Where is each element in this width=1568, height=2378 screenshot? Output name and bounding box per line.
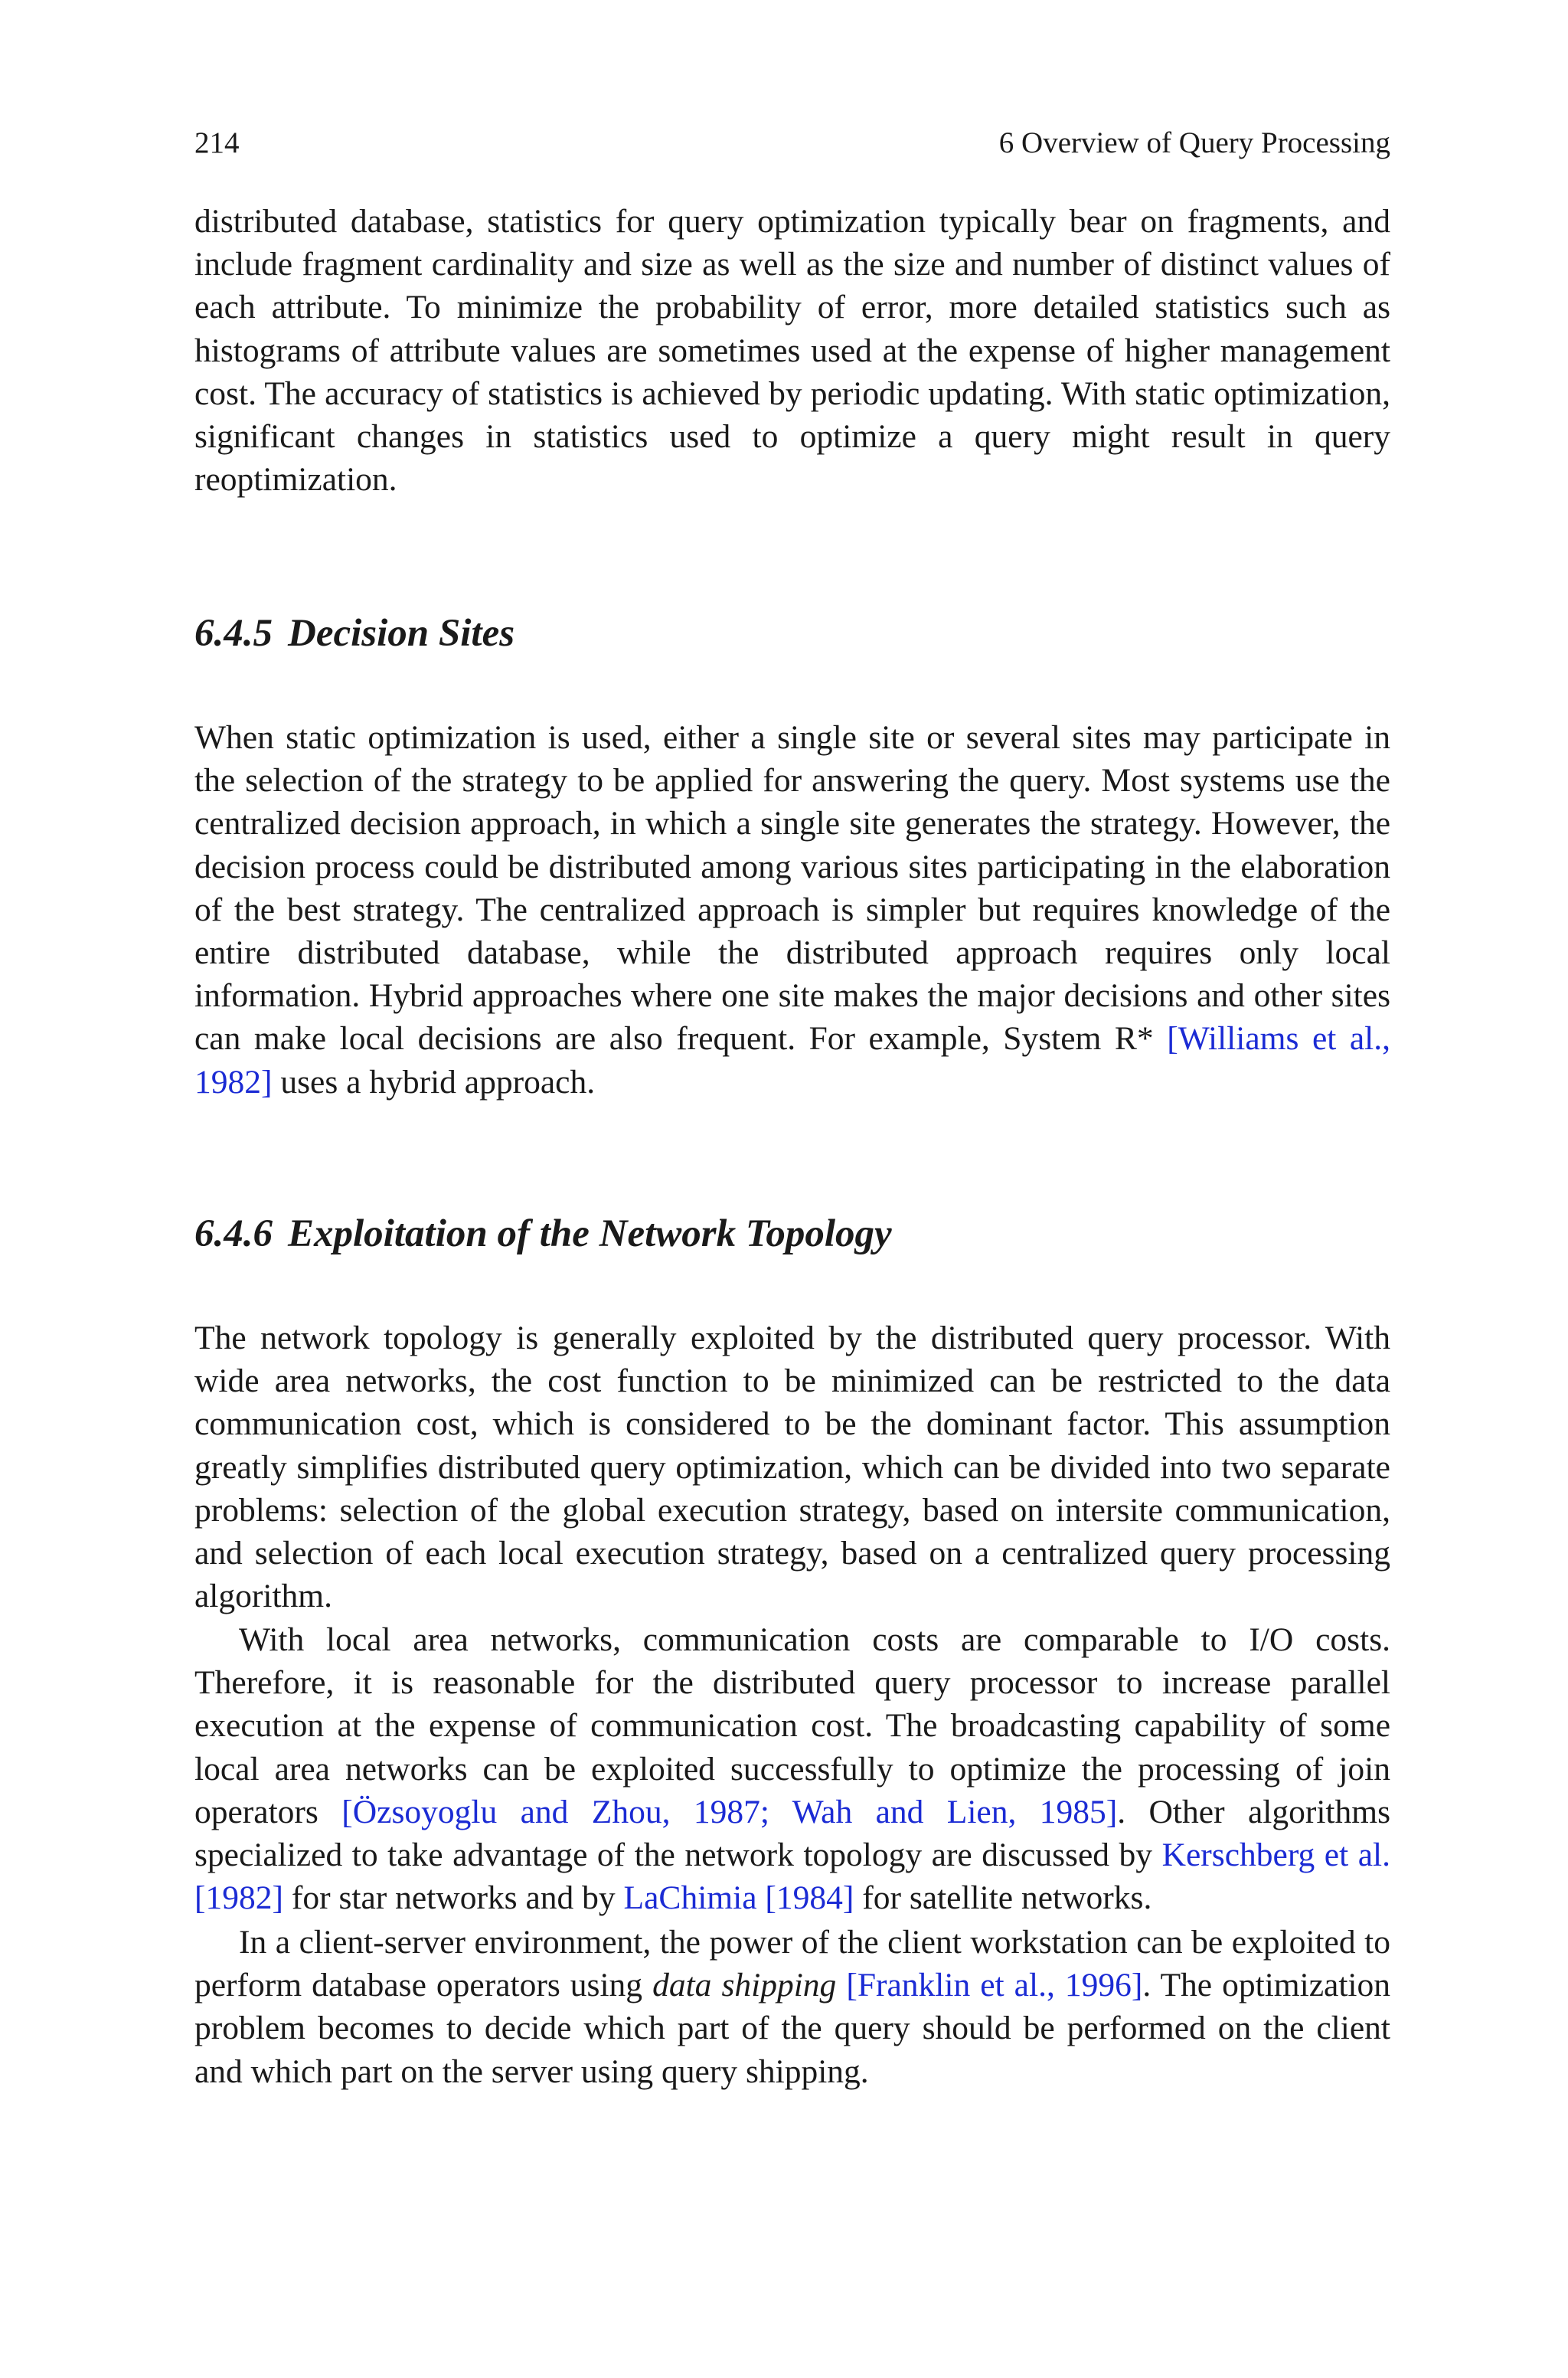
paragraph-text: for star networks and by <box>291 1879 616 1917</box>
section-heading-6-4-6 <box>194 1210 892 1258</box>
paragraph-text: When static optimization is used, either a single site or several sites may participate in the selection of the strategy to be applied for answering the query. Most systems use the centralized decision approach, in which a single site generates the strategy. However, the decision process could be distributed among various sites participating in the elaboration of the best strategy. The centralized approach is simpler but requires knowledge of the entire distributed database, while the distributed approach requires only local information. Hybrid approaches where one site makes the major decisions and other sites can make local decisions are also frequent. For example, System R* <box>194 719 1390 1058</box>
network-topology-paragraph-1: The network topology is generally exploited by the distributed query processor. With wide area networks, the cost function to be minimized can be restricted to the data communication cost, which is considered to be the dominant factor. This assumption greatly simplifies distributed query optimization, which can be divided into two separate problems: selection of the global execution strategy, based on intersite communication, and selection of each local execution strategy, based on a centralized query processing algorithm. <box>194 1320 1390 1615</box>
decision-sites-paragraph <box>194 716 1390 1104</box>
citation-ozsoyoglu-wah[interactable]: [Özsoyoglu and Zhou, 1987; Wah and Lien, 1985] <box>341 1793 1118 1830</box>
paragraph-text: . Other algorithms specialized to take advantage of the network topology are discussed by <box>194 1793 1391 1874</box>
paragraph-text: In a client-server environment, the power of the client workstation can be exploited to perform database operators using <box>194 1924 1390 2004</box>
paragraph-text: With local area networks, communication costs are comparable to I/O costs. Therefore, it is reasonable for the distributed query processor to increase parallel execution at the expense of communication cost. The broadcasting capability of some local area networks can be exploited successfully to optimize the processing of join operators <box>194 1621 1390 1830</box>
section-title: Exploitation of the Network Topology <box>288 1212 892 1255</box>
intro-paragraph: distributed database, statistics for query optimization typically bear on fragments, and include fragment cardinality and size as well as the size and number of distinct values of each attribute. To minimize the probability of error, more detailed statistics such as histograms of attribute values are sometimes used at the expense of higher management cost. The accuracy of statistics is achieved by periodic updating. With static optimization, significant changes in statistics used to optimize a query might result in query reoptimization. <box>194 203 1390 499</box>
citation-lachimia-1984[interactable]: LaChimia [1984] <box>623 1879 854 1917</box>
citation-kerschberg-1982[interactable]: Kerschberg et al. [1982] <box>194 1837 1390 1917</box>
section-number: 6.4.5 <box>194 612 273 655</box>
chapter-title: 6 Overview of Query Processing <box>998 126 1390 159</box>
emphasis-data-shipping: data shipping <box>652 1967 837 2004</box>
running-head <box>194 124 1390 162</box>
network-topology-paragraph-2 <box>194 1618 1390 1919</box>
citation-williams-1982[interactable]: [Williams et al., 1982] <box>194 1020 1390 1101</box>
network-topology-paragraph-3 <box>194 1921 1390 2093</box>
section-number: 6.4.6 <box>194 1212 273 1255</box>
page-number: 214 <box>194 126 240 159</box>
citation-franklin-1996[interactable]: [Franklin et al., 1996] <box>846 1967 1143 2004</box>
section-title: Decision Sites <box>288 612 515 655</box>
paragraph-text: uses a hybrid approach. <box>280 1063 596 1101</box>
section-heading-6-4-5 <box>194 610 514 657</box>
paragraph-text: for satellite networks. <box>862 1879 1152 1917</box>
paragraph-text: . The optimization problem becomes to decide which part of the query should be performed on the client and which part on the server using query shipping. <box>194 1967 1390 2090</box>
